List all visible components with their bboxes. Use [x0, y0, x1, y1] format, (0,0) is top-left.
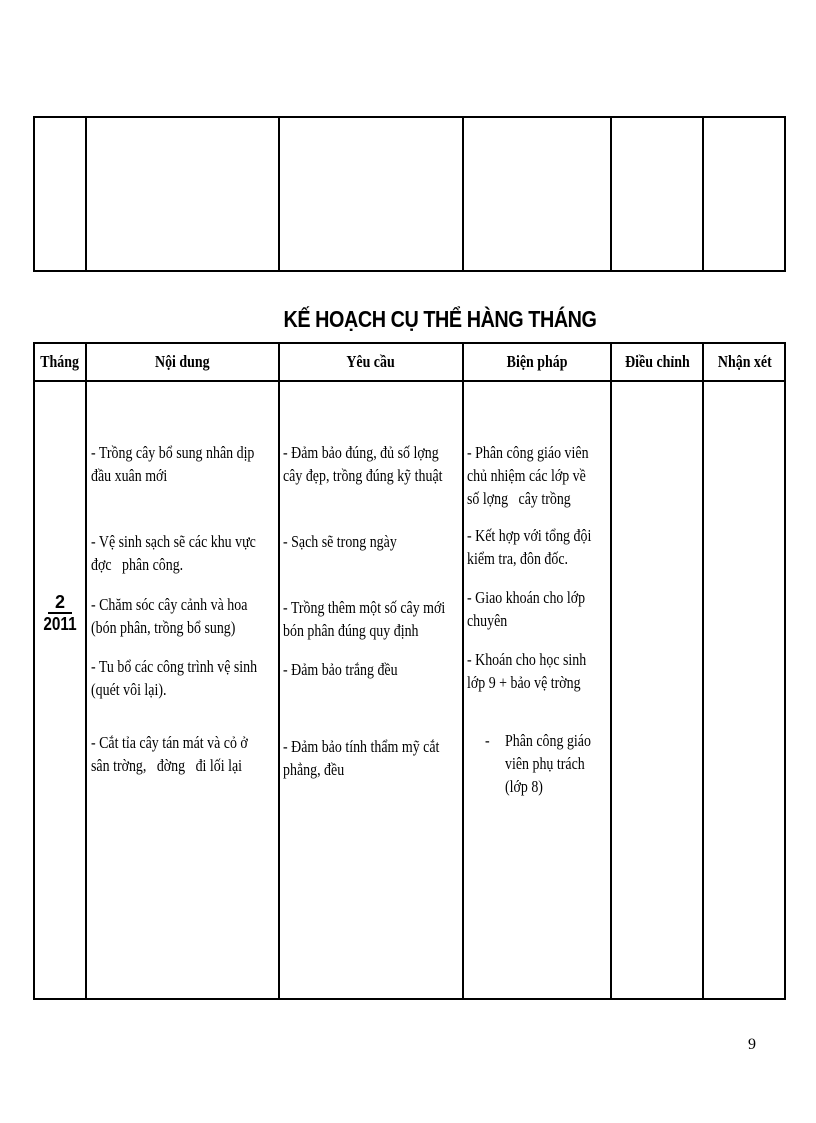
month-year: 2011	[43, 614, 77, 634]
bullet-dash: -	[485, 731, 490, 750]
bien-phap-item: - Kết hợp với tổng đội kiểm tra, đôn đốc.	[467, 526, 592, 568]
page-heading: KẾ HOẠCH CỤ THỂ HÀNG THÁNG	[283, 306, 597, 332]
yeu-cau-item: - Đảm bảo trắng đều	[283, 660, 398, 679]
header-thang: Tháng	[40, 352, 80, 371]
header-yeu-cau: Yêu cầu	[346, 352, 396, 371]
bien-phap-item: - Khoán cho học sinh lớp 9 + bảo vệ trờng	[467, 650, 587, 692]
month-cell	[35, 592, 85, 634]
empty-table	[33, 116, 786, 272]
bien-phap-item: - Phân công giáo viên chủ nhiệm các lớp về số lợng cây trồng	[467, 443, 589, 508]
header-dieu-chinh: Điều chỉnh	[624, 352, 690, 371]
noi-dung-item: - Trồng cây bổ sung nhân dịp đầu xuân mới	[91, 443, 255, 485]
header-bien-phap: Biện pháp	[506, 352, 568, 371]
noi-dung-item: - Vệ sinh sạch sẽ các khu vực đợc phân công.	[91, 532, 256, 574]
column-divider	[462, 118, 464, 270]
noi-dung-item: - Tu bổ các công trình vệ sinh (quét vôi lại).	[91, 657, 258, 699]
bien-phap-item: Phân công giáo viên phụ trách (lớp 8)	[505, 731, 591, 796]
column-divider	[702, 344, 704, 998]
column-divider	[85, 344, 87, 998]
header-nhan-xet: Nhận xét	[718, 352, 772, 371]
column-divider	[278, 344, 280, 998]
yeu-cau-item: - Đảm bảo đúng, đủ số lợng cây đẹp, trồng đúng kỹ thuật	[283, 443, 443, 485]
header-divider	[35, 380, 784, 382]
yeu-cau-item: - Đảm bảo tính thẩm mỹ cắt phẳng, đều	[283, 737, 440, 779]
yeu-cau-item: - Trồng thêm một số cây mới bón phân đúng quy định	[283, 598, 446, 640]
column-divider	[702, 118, 704, 270]
noi-dung-item: - Cắt tỉa cây tán mát và cỏ ở sân trờng, đờng đi lối lại	[91, 733, 248, 775]
column-divider	[610, 118, 612, 270]
column-divider	[462, 344, 464, 998]
monthly-plan-table	[33, 342, 786, 1000]
page-number: 9	[748, 1036, 756, 1053]
month-number: 2	[48, 592, 72, 614]
yeu-cau-item: - Sạch sẽ trong ngày	[283, 532, 397, 551]
column-divider	[85, 118, 87, 270]
bien-phap-item: - Giao khoán cho lớp chuyên	[467, 588, 586, 630]
column-divider	[278, 118, 280, 270]
noi-dung-item: - Chăm sóc cây cảnh và hoa (bón phân, trồng bổ sung)	[91, 595, 248, 637]
header-noi-dung: Nội dung	[155, 352, 210, 371]
column-divider	[610, 344, 612, 998]
